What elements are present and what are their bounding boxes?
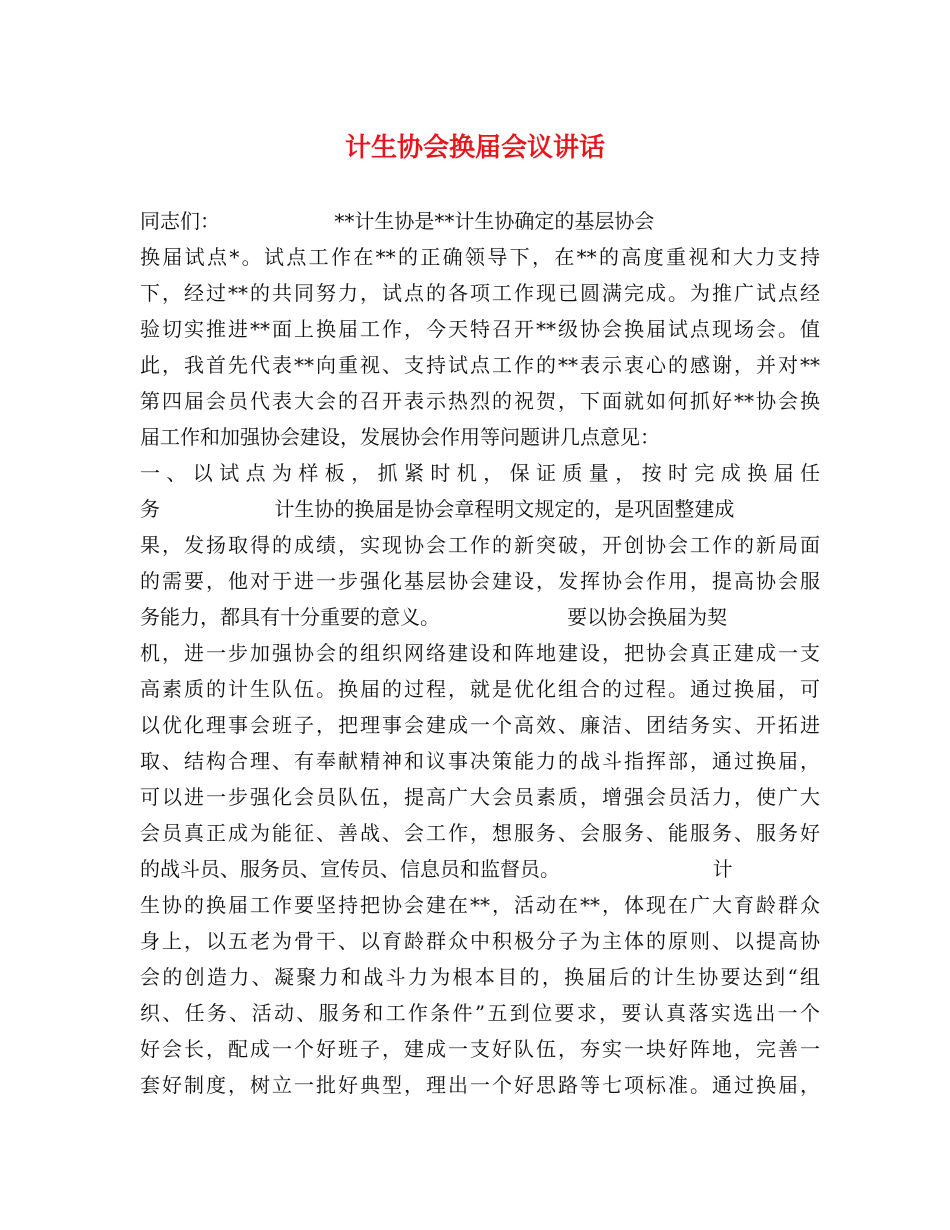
text-line: 的战斗员、服务员、宣传员、信息员和监督员。 计 — [140, 857, 733, 881]
text-line: 套好制度，树立一批好典型，理出一个好思路等七项标准。通过换届， — [140, 1073, 820, 1097]
text-line: 的需要，他对于进一步强化基层协会建设，发挥协会作用，提高协会服 — [140, 569, 820, 593]
text-line: 务 计生协的换届是协会章程明文规定的，是巩固整建成 — [140, 497, 735, 521]
text-line: 以优化理事会班子，把理事会建成一个高效、廉洁、团结务实、开拓进 — [140, 713, 820, 737]
text-line: 可以进一步强化会员队伍，提高广大会员素质，增强会员活力，使广大 — [140, 785, 820, 809]
text-line: 织、任务、活动、服务和工作条件”五到位要求，要认真落实选出一个 — [140, 1001, 820, 1025]
text-line: 生协的换届工作要坚持把协会建在**，活动在**，体现在广大育龄群众 — [140, 893, 820, 917]
text-line: 换届试点*。试点工作在**的正确领导下，在**的高度重视和大力支持 — [140, 245, 820, 269]
text-line: 此，我首先代表**向重视、支持试点工作的**表示衷心的感谢，并对** — [140, 353, 820, 377]
text-line: 一、以试点为样板，抓紧时机，保证质量，按时完成换届任 — [140, 461, 820, 485]
text-line: 同志们： **计生协是**计生协确定的基层协会 — [140, 209, 655, 233]
text-line: 果，发扬取得的成绩，实现协会工作的新突破，开创协会工作的新局面 — [140, 533, 820, 557]
document-title: 计生协会换届会议讲话 — [344, 133, 605, 163]
text-line: 务能力，都具有十分重要的意义。 要以协会换届为契 — [140, 605, 728, 629]
text-line: 下，经过**的共同努力，试点的各项工作现已圆满完成。为推广试点经 — [140, 281, 820, 305]
text-line: 身上，以五老为骨干、以育龄群众中积极分子为主体的原则、以提高协 — [140, 929, 820, 953]
text-line: 届工作和加强协会建设，发展协会作用等问题讲几点意见： — [140, 425, 660, 449]
text-line: 高素质的计生队伍。换届的过程，就是优化组合的过程。通过换届，可 — [140, 677, 820, 701]
document-body — [140, 203, 820, 1103]
text-line: 第四届会员代表大会的召开表示热烈的祝贺，下面就如何抓好**协会换 — [140, 389, 820, 413]
text-line: 会员真正成为能征、善战、会工作，想服务、会服务、能服务、服务好 — [140, 821, 820, 845]
text-line: 好会长，配成一个好班子，建成一支好队伍，夯实一块好阵地，完善一 — [140, 1037, 820, 1061]
text-line: 取、结构合理、有奉献精神和议事决策能力的战斗指挥部，通过换届， — [140, 749, 820, 773]
text-line: 验切实推进**面上换届工作，今天特召开**级协会换届试点现场会。值 — [140, 317, 820, 341]
text-line: 会的创造力、凝聚力和战斗力为根本目的，换届后的计生协要达到“组 — [140, 965, 820, 989]
text-line: 机，进一步加强协会的组织网络建设和阵地建设，把协会真正建成一支 — [140, 641, 820, 665]
